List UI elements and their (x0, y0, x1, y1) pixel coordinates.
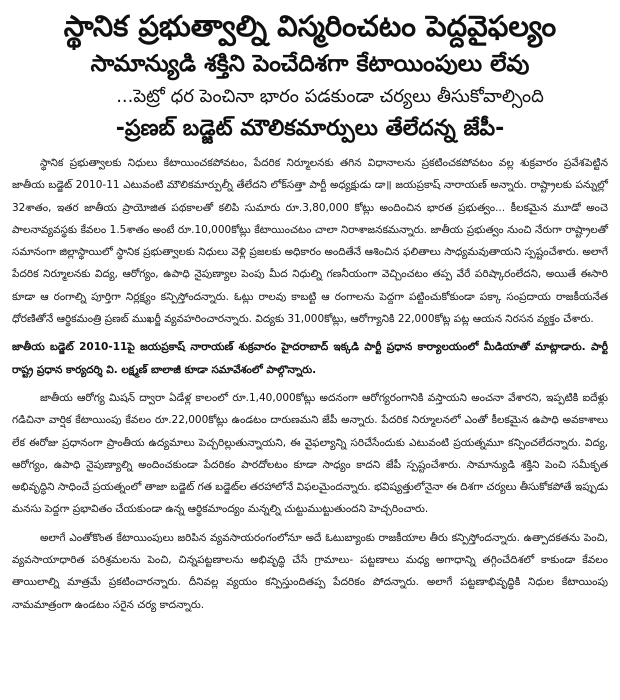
headline-main: స్థానిక ప్రభుత్వాల్ని విస్మరించటం పెద్దవైఫల్యం (63, 9, 557, 43)
headline-tagline: ...పెట్రో ధర పెంచినా భారం పడకుండా చర్యలు తీసుకోవాల్సింది (116, 86, 544, 107)
article-paragraph-1: స్థానిక ప్రభుత్వాలకు నిధులు కేటాయించకపోవటం, పేదరిక నిర్మూలనకు తగిన విధానాలను ప్రకటించకపోవటం వల్ల శుక్రవారం ప్రవేశపెట్టిన జాతీయ బడ్జెట్ 2010-11 ఎటువంటి మౌలికమార్పుల్నీ తేలేదని లోక్‌సత్తా పార్టీ అధ్యక్షుడు డా॥ జయప్రకాష్ నారాయణ్ అన్నారు. రాష్ట్రాలకు పన్నుల్లో 32శాతం, ఇతర జాతీయ ప్రాయోజిత పథకాలతో కలిపి సుమారు రూ.3,80,000 కోట్లు అందించిన భారత ప్రభుత్వం... కీలకమైన మూడో అంచె పాలనావ్యవస్థకు కేవలం 1.5శాతం అంటే రూ.10,000కోట్లు కేటాయించటం చాలా నిరాశాజనకమన్నారు. జాతీయ ప్రభుత్వం నుంచి నేరుగా రాష్ట్రాలతో సమానంగా జిల్లాస్థాయిలో స్థానిక ప్రభుత్వాలకు నిధులు వెళ్లి ప్రజలకు అధికారం అందితేనే ఆశించిన ఫలితాలు సాధ్యమవుతాయని స్పష్టంచేశారు. అలాగే పేదరిక నిర్మూలనకు విద్య, ఆరోగ్యం, ఉపాధి నైపుణ్యాల పెంపు మీద నిధుల్ని గణనీయంగా వెచ్చించటం తప్ప వేరే పరిష్కారంలేదని, అయితే ఈసారి కూడా ఆ రంగాల్ని పూర్తిగా నిర్లక్ష్యం కన్పిస్తోందన్నారు. ఓట్లు రాలవు కాబట్టి ఆ రంగాలను పెద్దగా పట్టించుకోకుండా పక్కా సంప్రదాయ రాజకీయనేత ధోరణితోనే ఆర్థికమంత్రి ప్రణబ్ ముఖర్జీ వ్యవహరించారన్నారు. విద్యకు 31,000కోట్లు, ఆరోగ్యానికి 22,000కోట్ల పట్ల ఆయన నిరసన వ్యక్తం చేశారు. (12, 157, 608, 326)
headline-attribution: -ప్రణబ్ బడ్జెట్ మౌలికమార్పులు తేలేదన్న జేపీ- (115, 116, 505, 141)
article-paragraph-2: జాతీయ బడ్జెట్ 2010-11పై జయప్రకాష్ నారాయణ్ శుక్రవారం హైదరాబాద్ ఇక్కడి పార్టీ ప్రధాన కార్యాలయంలో మీడియాతో మాట్లాడారు. పార్టీ రాష్ట్ర ప్రధాన కార్యదర్శి వి. లక్ష్మణ్ బాలాజీ కూడా సమావేశంలో పాల్గొన్నారు. (12, 341, 608, 376)
headline-sub: సామాన్యుడి శక్తిని పెంచేదిశగా కేటాయింపులు లేవు (90, 51, 530, 77)
article-paragraph-4: అలాగే ఎంతోకొంత కేటాయింపులు జరిపిన వ్యవసాయరంగంలోనూ అదే ఓటుబ్యాంకు రాజకీయాల తీరు కన్పిస్తోందన్నారు. ఉత్పాదకతను పెంచి, వ్యవసాయాధారిత పరిశ్రమలను పెంచి, చిన్నపట్టణాలను అభివృద్ధి చేసే గ్రామాలు- పట్టణాలు మధ్య అగాధాన్ని తగ్గించేదిశలో కాకుండా కేవలం తాయిలాల్ని మాత్రమే ప్రకటించారన్నారు. దీనివల్ల వ్యయం కన్పిస్తుందితప్ప పేదరికం పోదన్నారు. అలాగే పట్టణాభివృద్ధికి నిధుల కేటాయింపు నామమాత్రంగా ఉండటం సరైన చర్య కాదన్నారు. (12, 531, 608, 611)
article-paragraph-3: జాతీయ ఆరోగ్య మిషన్ ద్వారా ఏడేళ్ల కాలంలో రూ.1,40,000కోట్లు అదనంగా ఆరోగ్యరంగానికి వస్తాయని అంచనా వేశారని, ఇప్పటికి ఐదేళ్లు గడిచినా వార్షిక కేటాయింపు కేవలం రూ.22,000కోట్లు ఉండటం దారుణమని జేపీ అన్నారు. పేదరిక నిర్మూలనలో ఎంతో కీలకమైన ఉపాధి అవకాశాలు లేక ఈరోజు ప్రధానంగా ప్రాంతీయ ఉద్యమాలు పెచ్చరిల్లుతున్నాయని, ఈ వైఫల్యాన్ని సరిచేసేందుకు ఎటువంటి ప్రయత్నమూ కన్పించలేదన్నారు. విద్య, ఆరోగ్యం, ఉపాధి నైపుణ్యాల్ని అందించకుండా పేదరికం పారదోలటం కూడా సాధ్యం కాదని జేపీ స్పష్టంచేశారు. సామాన్యుడి శక్తిని పెంచి సమీకృత అభివృద్ధిని సాధించే ప్రయత్నంలో తాజా బడ్జెట్ గత బడ్జెట్‌ల తరహాలోనే విఫలమైందన్నారు. భవిష్యత్తులోనైనా ఈ దిశగా చర్యలు తీసుకోకపోతే ఇప్పుడు మనసు పెద్దగా ప్రభావితం చేయకుండా ఉన్న ఆర్థికమాంద్యం మన్నల్ని చుట్టుముట్టుతుందని హెచ్చరించారు. (12, 391, 608, 516)
